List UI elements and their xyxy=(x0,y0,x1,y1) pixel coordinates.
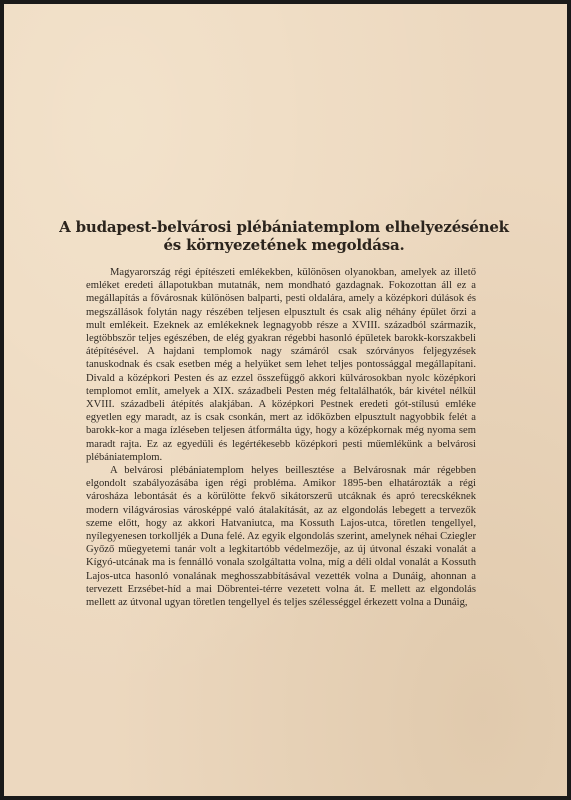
paragraph-1: Magyarország régi építészeti emlékekben, különösen olyanokban, amelyek az illető emléket eredeti állapotukban mutatnák, nem mondható gazdagnak. Fokozottan áll ez a megállapítás a fővárosnak különösen balparti, pesti oldalára, amely a középkori dúlások és megszállások folytán nagy részében teljesen elpusztult és csak alig néhány épület őrzi a mult emlékeit. Ezeknek az emlékeknek legnagyobb része a XVIII. századból származik, legtöbbször teljes egészében, de elég gyakran régebbi hasonló épületek barokk-korszakbeli átépítésével. A hajdani templomok nagy számáról csak szórványos feljegyzések tanuskodnak és csak esetben még a helyüket sem lehet teljes pontossággal megállapítani. Divald a középkori Pesten és az ezzel összefüggő akkori külvárosokban nyolc középkori templomot említ, amelyek a XIX. századbeli Pesten még feltalálhatók, bár kivétel nélkül XVIII. századbeli átépítés alakjában. A középkori Pestnek eredeti gót-stílusú emléke egyetlen egy maradt, az is csak csonkán, mert az időközben elpusztult nagyobbik felét a barokk-kor a maga ízléseben teljesen átformálta úgy, hogy a középkornak még nyoma sem maradt rajta. Ez az egyedüli és legértékesebb középkori pesti műemlékünk a belvárosi plébániatemplom. xyxy=(86,267,476,463)
document-page xyxy=(4,4,567,796)
document-title xyxy=(44,218,524,254)
title-line-2: és környezetének megoldása. xyxy=(163,236,405,254)
title-line-1: A budapest-belvárosi plébániatemplom elhelyezésének xyxy=(59,218,509,236)
document-body xyxy=(86,266,476,609)
paragraph-2: A belvárosi plébániatemplom helyes beillesztése a Belvárosnak már régebben elgondolt szabályozásába igen régi probléma. Amikor 1895-ben elhatározták a régi városháza lebontását és a körülötte fekvő sikátorszerű utcáknak és apró terecskéknek modern világvárosias városképpé való átalakítását, az az elgondolás lebegett a tervezők szeme előtt, hogy az akkori Hatvaniutca, ma Kossuth Lajos-utca, töretlen tengellyel, nyílegyenesen torkolljék a Duna felé. Az egyik elgondolás szerint, amelynek néhai Cziegler Győző műegyetemi tanár volt a legkitartóbb védelmezője, az új útvonal északi vonalát a Kígyó-utcának ma is fennálló vonala szolgáltatta volna, míg a déli oldal vonalát a Kossuth Lajos-utca hasonló vonalának meghosszabbításával vezették volna a Dunáig, ahonnan a tervezett Erzsébet-híd a mai Döbrentei-térre vezetett volna át. E mellett az elgondolás mellett az útvonal ugyan töretlen tengellyel és teljes szélességgel érkezett volna a Dunáig, xyxy=(86,465,476,609)
